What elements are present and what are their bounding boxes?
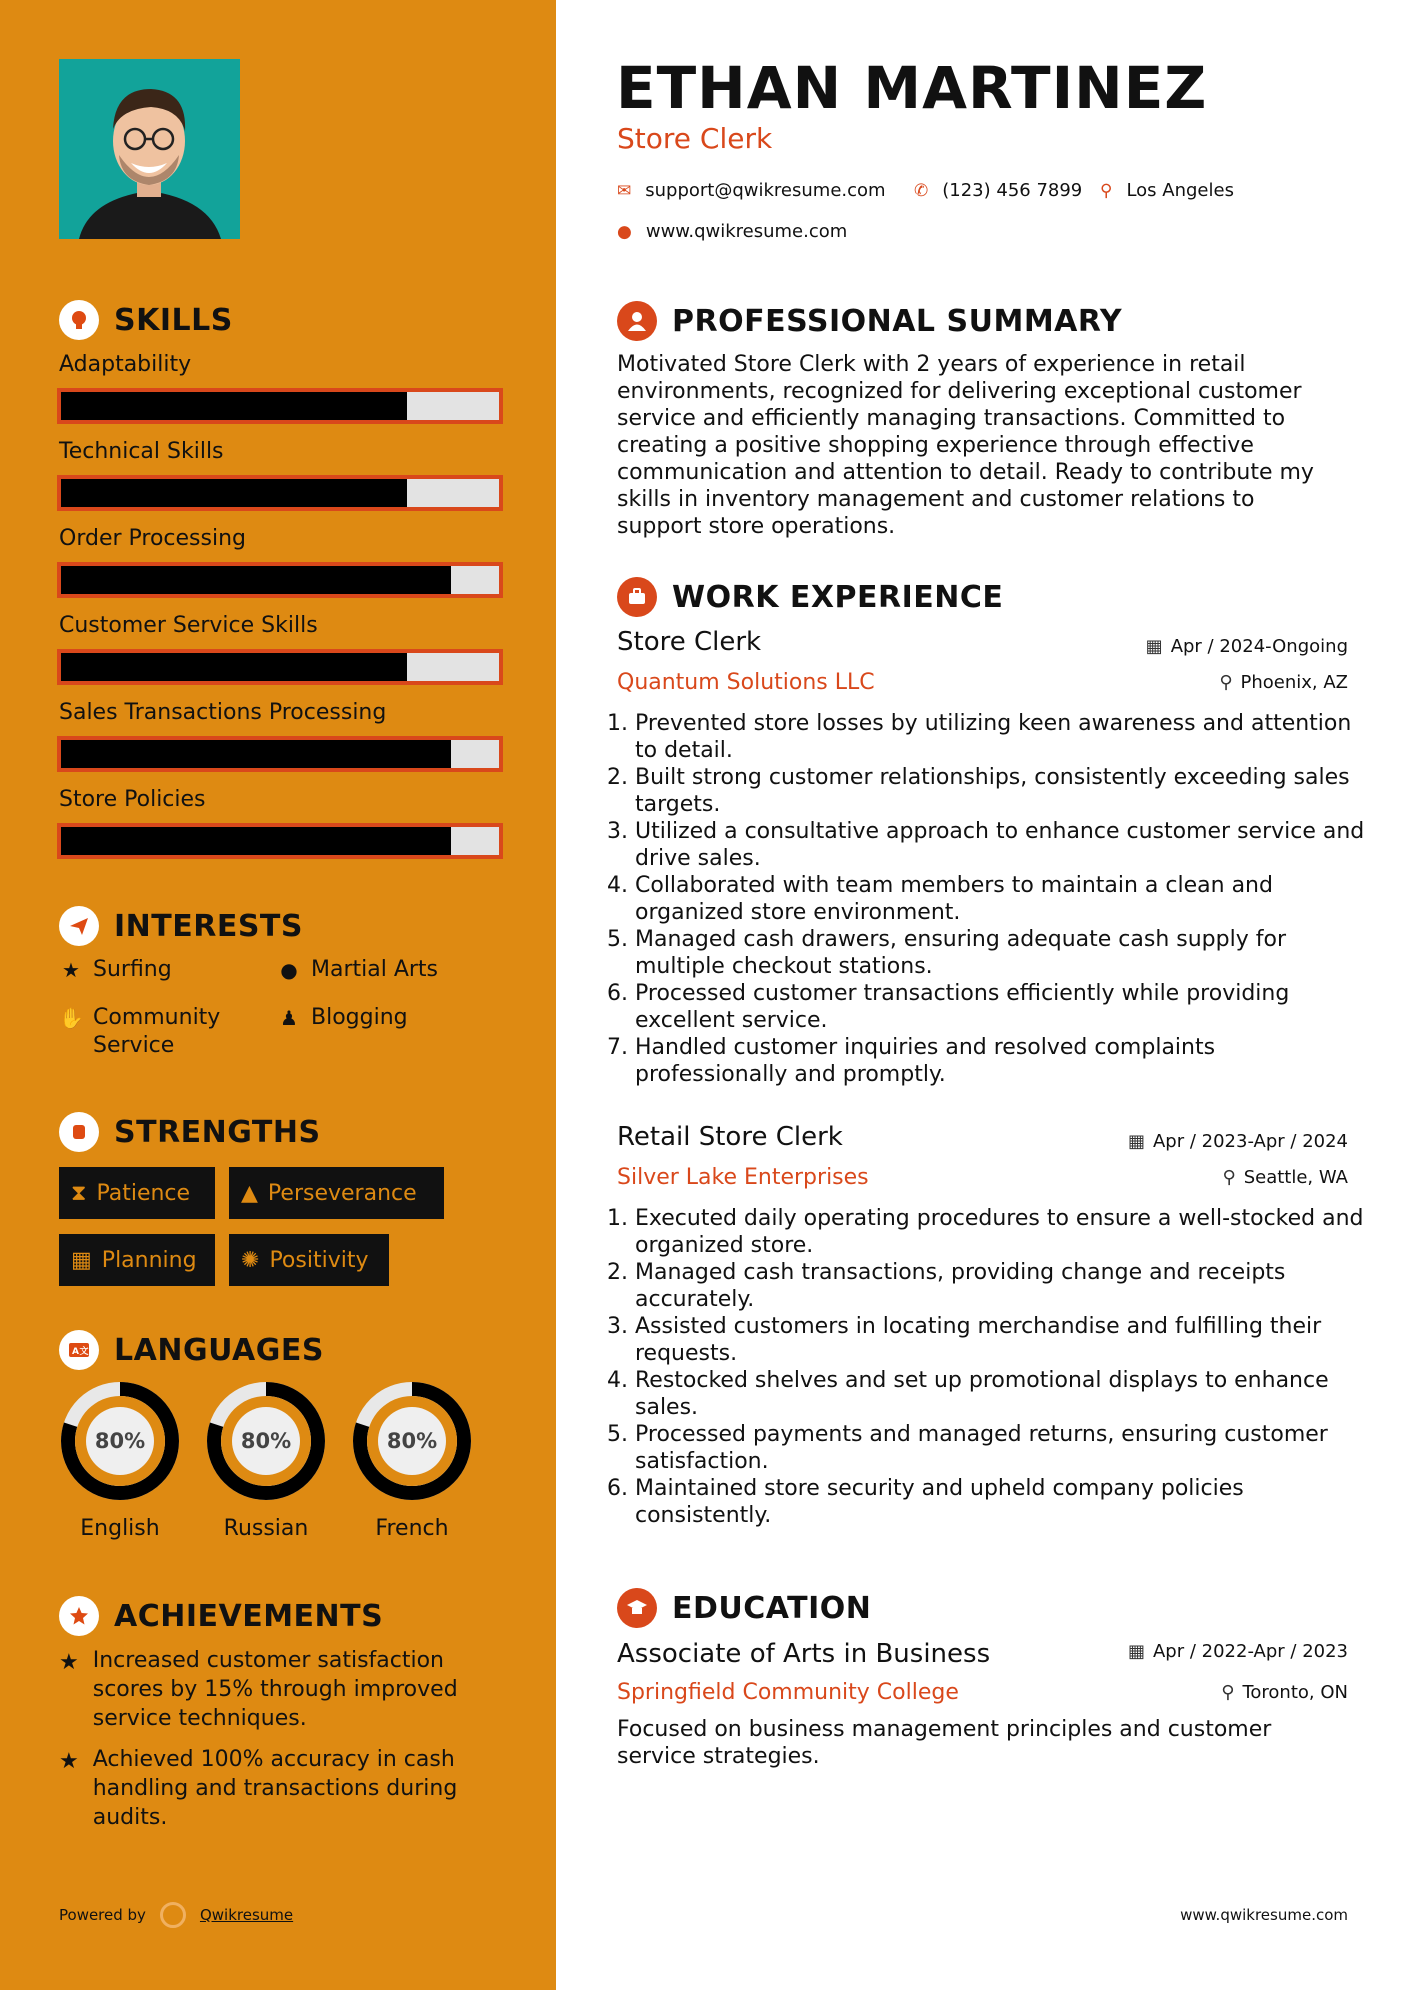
job-duties	[617, 710, 1370, 1088]
language-icon	[59, 1330, 99, 1370]
interest-label: Community Service	[93, 1005, 221, 1058]
duty-item: 3. Utilized a consultative approach to enhance customer service and drive sales.	[635, 818, 1370, 872]
contact-phone	[914, 180, 1082, 201]
user-icon	[617, 301, 657, 341]
strength-tag	[59, 1167, 215, 1219]
star-icon: ★	[59, 1749, 79, 1774]
education-heading	[617, 1588, 871, 1628]
briefcase-icon	[617, 577, 657, 617]
job-location	[1223, 1167, 1348, 1188]
education-location	[1221, 1682, 1348, 1703]
duty-item: 5. Processed payments and managed returns, ensuring customer satisfaction.	[635, 1421, 1370, 1475]
contact-website	[617, 221, 847, 242]
star-badge-icon	[59, 1596, 99, 1636]
globe-icon: ●	[617, 221, 632, 242]
pushpin-icon: ⚲	[1221, 1682, 1235, 1703]
duty-item: 2. Managed cash transactions, providing change and receipts accurately.	[635, 1259, 1370, 1313]
skill-bar	[57, 823, 503, 859]
education-title: EDUCATION	[672, 1590, 872, 1626]
job-company: Quantum Solutions LLC	[617, 670, 875, 695]
contact-email	[617, 180, 886, 201]
languages-title: LANGUAGES	[114, 1332, 324, 1368]
skill-bar-fill	[61, 392, 407, 420]
website-text[interactable]: www.qwikresume.com	[645, 221, 848, 242]
qwikresume-logo-icon	[160, 1902, 186, 1928]
languages-heading	[59, 1330, 324, 1370]
interest-item	[59, 956, 172, 984]
skills-title: SKILLS	[114, 302, 233, 338]
duty-item: 5. Managed cash drawers, ensuring adequate cash supply for multiple checkout stations.	[635, 926, 1370, 980]
job-dates	[1128, 1131, 1348, 1152]
duty-item: 7. Handled customer inquiries and resolved complaints professionally and promptly.	[635, 1034, 1370, 1088]
duty-item: 3. Assisted customers in locating merchandise and fulfilling their requests.	[635, 1313, 1370, 1367]
duty-item: 6. Processed customer transactions efficiently while providing excellent service.	[635, 980, 1370, 1034]
duty-item: 2. Built strong customer relationships, consistently exceeding sales targets.	[635, 764, 1370, 818]
strength-tag	[229, 1167, 444, 1219]
skill-bar	[57, 388, 503, 424]
skill-label: Order Processing	[59, 526, 246, 551]
map-pin-icon: ⚲	[1100, 180, 1113, 201]
achievement-item	[59, 1745, 489, 1832]
language-name: English	[80, 1516, 160, 1541]
candidate-title: Store Clerk	[617, 122, 773, 155]
experience-heading	[617, 577, 1003, 617]
skill-bar-fill	[61, 827, 451, 855]
skill-label: Sales Transactions Processing	[59, 700, 387, 725]
language-level: 80%	[94, 1429, 146, 1453]
interests-heading	[59, 906, 303, 946]
job-company: Silver Lake Enterprises	[617, 1165, 869, 1190]
job-dates-text: Apr / 2024-Ongoing	[1170, 636, 1348, 657]
interest-label: Blogging	[311, 1005, 408, 1030]
language-level: 80%	[240, 1429, 292, 1453]
language-gauge	[59, 1380, 181, 1502]
skills-heading	[59, 300, 233, 340]
skill-label: Adaptability	[59, 352, 192, 377]
phone-icon: ✆	[914, 180, 929, 201]
interest-label: Martial Arts	[311, 957, 439, 982]
skill-bar-fill	[61, 740, 451, 768]
achievements-heading	[59, 1596, 383, 1636]
lightbulb-icon	[59, 300, 99, 340]
interest-item	[59, 1004, 249, 1060]
contact-location	[1100, 180, 1234, 201]
achievement-item	[59, 1646, 489, 1733]
calendar-icon: ▦	[1127, 1641, 1145, 1662]
achievements-title: ACHIEVEMENTS	[114, 1598, 384, 1634]
powered-by	[59, 1902, 293, 1928]
language-name: Russian	[223, 1516, 309, 1541]
language-gauge	[205, 1380, 327, 1502]
strengths-heading	[59, 1112, 321, 1152]
skill-label: Store Policies	[59, 787, 206, 812]
strength-label: Positivity	[269, 1247, 369, 1273]
sun-icon: ✺	[241, 1247, 260, 1273]
strength-tag	[59, 1234, 215, 1286]
education-degree: Associate of Arts in Business	[617, 1639, 991, 1669]
hourglass-icon: ⧗	[71, 1180, 87, 1206]
paper-plane-icon	[59, 906, 99, 946]
users-icon: ♟	[280, 1006, 298, 1030]
star-icon: ★	[62, 958, 80, 982]
qwikresume-link[interactable]: Qwikresume	[199, 1906, 294, 1924]
skill-bar-fill	[61, 479, 407, 507]
interests-title: INTERESTS	[114, 908, 303, 944]
experience-title: WORK EXPERIENCE	[672, 579, 1004, 615]
duty-item: 6. Maintained store security and upheld company policies consistently.	[635, 1475, 1370, 1529]
education-dates-text: Apr / 2022-Apr / 2023	[1152, 1641, 1348, 1662]
duty-item: 1. Prevented store losses by utilizing keen awareness and attention to detail.	[635, 710, 1370, 764]
language-name: French	[375, 1516, 449, 1541]
interest-item	[277, 1004, 408, 1032]
interest-label: Surfing	[93, 957, 172, 982]
duty-item: 1. Executed daily operating procedures to ensure a well-stocked and organized store.	[635, 1205, 1370, 1259]
job-title: Store Clerk	[617, 627, 762, 657]
education-school: Springfield Community College	[617, 1680, 959, 1705]
skill-label: Customer Service Skills	[59, 613, 318, 638]
education-location-text: Toronto, ON	[1242, 1682, 1348, 1703]
job-dates	[1146, 636, 1348, 657]
pushpin-icon: ⚲	[1219, 672, 1233, 693]
duty-item: 4. Collaborated with team members to maintain a clean and organized store environment.	[635, 872, 1370, 926]
achievement-text: Achieved 100% accuracy in cash handling and transactions during audits.	[92, 1747, 458, 1830]
globe-icon: ●	[280, 958, 298, 982]
phone-text: (123) 456 7899	[942, 180, 1083, 201]
skill-bar-fill	[61, 566, 451, 594]
envelope-icon: ✉	[617, 180, 632, 201]
skill-bar-fill	[61, 653, 407, 681]
job-location-text: Seattle, WA	[1243, 1167, 1348, 1188]
strength-tag	[229, 1234, 389, 1286]
pushpin-icon: ⚲	[1222, 1167, 1236, 1188]
fist-icon	[59, 1112, 99, 1152]
interest-item	[277, 956, 438, 984]
location-text: Los Angeles	[1126, 180, 1234, 201]
strength-label: Patience	[96, 1180, 191, 1206]
powered-by-label: Powered by	[59, 1906, 146, 1924]
language-level: 80%	[386, 1429, 438, 1453]
job-location-text: Phoenix, AZ	[1240, 672, 1348, 693]
education-description: Focused on business management principles and customer service strategies.	[617, 1717, 1272, 1769]
skill-bar	[57, 562, 503, 598]
calendar-icon: ▦	[71, 1247, 92, 1273]
star-icon: ★	[59, 1650, 79, 1675]
job-dates-text: Apr / 2023-Apr / 2024	[1152, 1131, 1348, 1152]
skill-bar	[57, 736, 503, 772]
strength-label: Perseverance	[267, 1180, 417, 1206]
summary-heading	[617, 301, 1122, 341]
duty-item: 4. Restocked shelves and set up promotional displays to enhance sales.	[635, 1367, 1370, 1421]
svg-text:A文: A文	[72, 1347, 89, 1357]
hand-icon: ✋	[59, 1006, 84, 1030]
summary-text: Motivated Store Clerk with 2 years of experience in retail environments, recognized for delivering exceptional customer service and efficiently managing transactions. Committed to creating a positive shopping experience through effective communication and attention to detail. Ready to contribute my skills in inventory management and customer relations to support store operations.	[617, 352, 1314, 539]
achievement-text: Increased customer satisfaction scores by 15% through improved service techniques.	[92, 1648, 458, 1731]
strengths-title: STRENGTHS	[114, 1114, 321, 1150]
strength-label: Planning	[101, 1247, 197, 1273]
summary-title: PROFESSIONAL SUMMARY	[672, 303, 1123, 339]
profile-photo	[59, 59, 240, 239]
calendar-icon: ▦	[1145, 636, 1163, 657]
skill-bar	[57, 649, 503, 685]
language-gauge	[351, 1380, 473, 1502]
job-title: Retail Store Clerk	[617, 1122, 843, 1152]
skill-label: Technical Skills	[59, 439, 224, 464]
job-location	[1219, 672, 1348, 693]
footer-website[interactable]: www.qwikresume.com	[1180, 1906, 1348, 1924]
candidate-name: ETHAN MARTINEZ	[616, 54, 1208, 122]
education-dates	[1128, 1641, 1348, 1662]
skill-bar	[57, 475, 503, 511]
job-duties	[617, 1205, 1370, 1529]
graduation-icon	[617, 1588, 657, 1628]
road-icon: ▲	[241, 1180, 258, 1206]
calendar-icon: ▦	[1127, 1131, 1145, 1152]
email-text[interactable]: support@qwikresume.com	[645, 180, 886, 201]
